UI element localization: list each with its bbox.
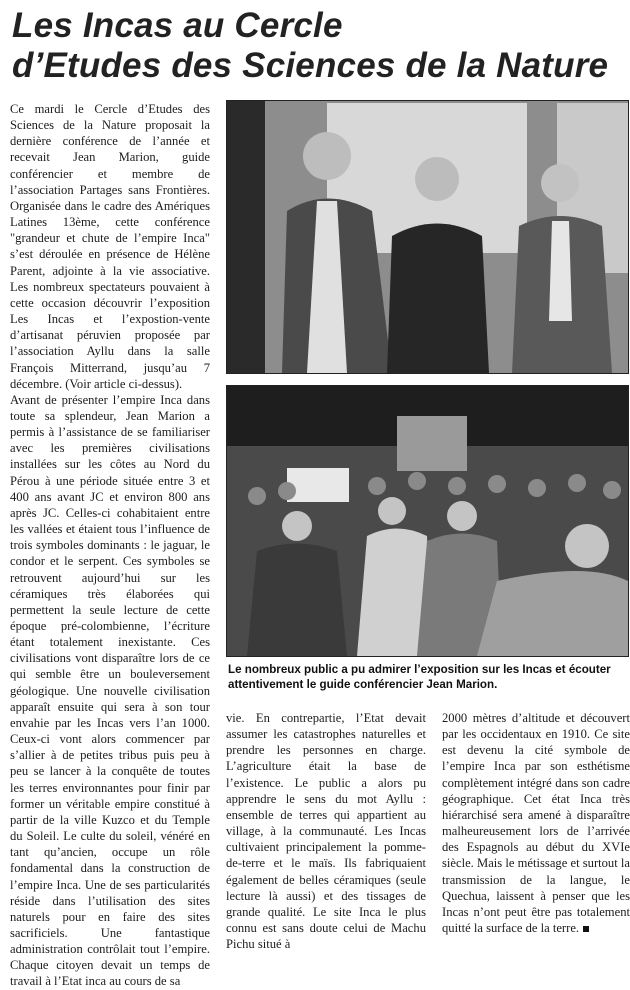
photo-speakers (226, 100, 629, 374)
speakers-photo-drawing (227, 101, 628, 373)
photo-audience (226, 385, 629, 657)
title-line-1: Les Incas au Cercle (12, 6, 343, 45)
article-title (12, 6, 622, 86)
paragraph-intro: Ce mardi le Cercle d’Etudes des Sciences de la Nature proposait la dernière conférence de l’année et recevait Jean Marion, guide conférencier et membre de l’association Partages sans Frontières. Organisée dans le cadre des Amériques Latines 13ème, cette conférence "grandeur et chute de l’empire Inca" s’est déroulée en présence de Hélène Parent, adjointe à la vie associative. Les nombreux spectateurs pouvaient à cette occasion découvrir l’exposition Les Incas et l’expostion-vente d’artisanat péruvien proposée par l’association Ayllu dans la salle François Mitterrand, jusqu’au 7 décembre. (Voir article ci-dessus). (10, 102, 210, 391)
audience-photo-drawing (227, 386, 628, 656)
article-column-2: vie. En contrepartie, l’Etat devait assumer les catastrophes naturelles et prendre les personnes en charge. L’agriculture était la base de l’existence. Le public a alors pu apprendre le sens du mot Ayllu : ensemble de terres qui appartient au village, à la communauté. Les Incas cultivaient principalement la pomme-de-terre et le maïs. Ils fabriquaient également de belles céramiques (seule lecture là aussi) et des tissages de grande qualité. Le site Inca le plus connu est sans doute celui de Machu Pichu situé à (226, 711, 426, 952)
article-column-1 (10, 101, 210, 990)
end-of-article-mark (583, 926, 589, 932)
paragraph-history: Avant de présenter l’empire Inca dans toute sa splendeur, Jean Marion a permis à l’assistance de se familiariser avec les premières civilisations installées sur les côtes au Nord du Pérou à une période située entre 3 et 400 ans avant JC et environ 800 ans après JC. Celles-ci cohabitaient entre les vallées et étaient tous l’influence de trois symboles dominants : le jaguar, le condor et le serpent. Ces symboles se retrouvent aujourd’hui sur les céramiques très élaborées qui permettent la seule lecture de cette époque pré-colombienne, l’écriture étant totalement inexistante. Ces civilisations vont disparaître lors de ce qui semble être un bouleversement géologique. Une nouvelle civilisation apparaît ensuite qui sera à son tour envahie par les Incas vers l’an 1000. Ceux-ci vont alors commencer par s’allier à de petites tribus puis peu à peu se lancer à la conquête de toutes les terres environnantes pour finir par former un véritable empire constitué à partir de la ville Kuzco et du Temple du Soleil. Le culte du soleil, vénéré en tant qu’ancien, occupe un rôle fondamental dans la construction de l’empire Inca. Une de ses particularités réside dans l’utilisation des sites naturels pour en faire des sites sacrificiels. Une fantastique administration contrôlait tout l’empire. Chaque citoyen devait un temps de travail à l’Etat inca au cours de sa (10, 392, 210, 989)
photo-caption: Le nombreux public a pu admirer l’exposition sur les Incas et écouter attentivement le guide conférencier Jean Marion. (228, 663, 611, 691)
column-3-text: 2000 mètres d’altitude et découvert par les occidentaux en 1910. Ce site est devenu la cité symbole de l’empire Inca par son esthétisme complètement intégré dans son cadre géographique. Cet état Inca très hiérarchisé sera amené à disparaître malheureusement lors de l’arrivée des Espagnols au début du XVIe siècle. Mais le métissage et surtout la transmission de la langue, le Quechua, laissent à penser que les Incas n’ont peut être pas totalement quitté la surface de la terre. (442, 711, 630, 936)
title-line-2: d’Etudes des Sciences de la Nature (12, 46, 609, 85)
article-column-3 (442, 710, 630, 936)
